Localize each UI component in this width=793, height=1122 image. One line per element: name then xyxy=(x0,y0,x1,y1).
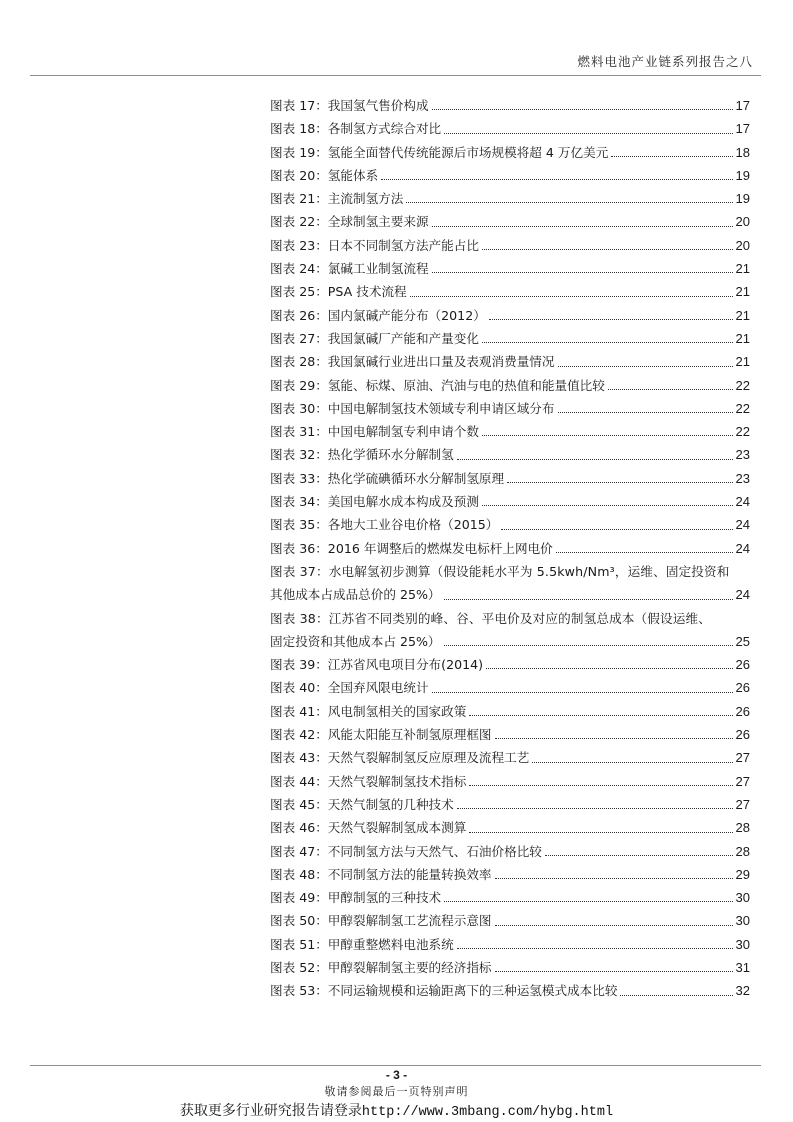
promo-line xyxy=(0,1100,793,1120)
dot-leader xyxy=(444,598,733,600)
toc-entry-label: 图表 26：国内氯碱产能分布（2012） xyxy=(270,307,486,323)
toc-entry[interactable] xyxy=(270,513,750,536)
dot-leader xyxy=(556,551,733,553)
toc-entry[interactable] xyxy=(270,187,750,210)
footer-divider xyxy=(30,1065,761,1066)
dot-leader xyxy=(611,155,732,157)
dot-leader xyxy=(495,737,733,739)
toc-entry-label: 图表 22：全球制氢主要来源 xyxy=(270,214,429,230)
toc-entry[interactable] xyxy=(270,210,750,233)
dot-leader xyxy=(495,877,733,879)
dot-leader xyxy=(507,481,732,483)
dot-leader xyxy=(432,108,733,110)
toc-entry-label: 图表 41：风电制氢相关的国家政策 xyxy=(270,703,467,719)
toc-entry[interactable] xyxy=(270,117,750,140)
toc-entry-label: 图表 40：全国弃风限电统计 xyxy=(270,680,429,696)
toc-entry-label: 图表 28：我国氯碱行业进出口量及表观消费量情况 xyxy=(270,354,555,370)
toc-entry-label: 图表 17：我国氢气售价构成 xyxy=(270,98,429,113)
toc-entry-page: 17 xyxy=(735,121,750,137)
toc-entry-label: 图表 34：美国电解水成本构成及预测 xyxy=(270,494,479,510)
dot-leader xyxy=(469,784,732,786)
dot-leader xyxy=(457,807,733,809)
toc-entry[interactable] xyxy=(270,746,750,769)
toc-entry-label: 图表 23：日本不同制氢方法产能占比 xyxy=(270,237,479,253)
toc-entry[interactable] xyxy=(270,304,750,327)
toc-entry-page: 28 xyxy=(735,843,750,859)
dot-leader xyxy=(444,644,733,646)
dot-leader xyxy=(410,295,733,297)
toc-entry-label: 图表 39：江苏省风电项目分布(2014) xyxy=(270,657,484,673)
toc-entry[interactable] xyxy=(270,979,750,1002)
page-number: - 3 - xyxy=(385,1068,408,1082)
toc-entry-label: 图表 46：天然气裂解制氢成本测算 xyxy=(270,820,467,836)
toc-entry-page: 30 xyxy=(735,890,750,906)
dot-leader xyxy=(495,924,733,926)
toc-entry[interactable] xyxy=(270,350,750,373)
toc-entry-page: 26 xyxy=(735,657,750,673)
toc-entry-page: 26 xyxy=(735,703,750,719)
dot-leader xyxy=(545,854,733,856)
toc-entry[interactable] xyxy=(270,94,750,117)
toc-entry-page: 19 xyxy=(735,191,750,207)
toc-entry-label: 图表 42：风能太阳能互补制氢原理框图 xyxy=(270,727,492,743)
toc-entry-label: 图表 36：2016 年调整后的燃煤发电标杆上网电价 xyxy=(270,540,553,556)
dot-leader xyxy=(495,970,733,972)
toc-entry[interactable] xyxy=(270,280,750,303)
toc-entry-label: 图表 20：氢能体系 xyxy=(270,167,379,183)
toc-entry[interactable] xyxy=(270,560,750,607)
toc-entry[interactable] xyxy=(270,676,750,699)
toc-entry-page: 21 xyxy=(735,307,750,323)
toc-entry-page: 21 xyxy=(735,284,750,300)
toc-entry[interactable] xyxy=(270,397,750,420)
toc-entry-label: 图表 19：氢能全面替代传统能源后市场规模将超 4 万亿美元 xyxy=(270,144,609,160)
dot-leader xyxy=(608,388,733,390)
toc-entry[interactable] xyxy=(270,164,750,187)
dot-leader xyxy=(432,271,733,273)
toc-entry-label: 图表 33：热化学硫碘循环水分解制氢原理 xyxy=(270,470,505,486)
dot-leader xyxy=(457,458,733,460)
toc-entry-page: 28 xyxy=(735,820,750,836)
toc-entry-label: 图表 18：各制氢方式综合对比 xyxy=(270,121,442,137)
dot-leader xyxy=(532,761,732,763)
toc-entry-label: 图表 24：氯碱工业制氢流程 xyxy=(270,261,429,277)
toc-entry-page: 26 xyxy=(735,727,750,743)
toc-entry-page: 22 xyxy=(735,377,750,393)
toc-entry-page: 31 xyxy=(735,959,750,975)
dot-leader xyxy=(444,132,732,134)
toc-entry-label: 图表 49：甲醇制氢的三种技术 xyxy=(270,890,442,906)
toc-entry-page: 23 xyxy=(735,447,750,463)
toc-entry-label: 图表 31：中国电解制氢专利申请个数 xyxy=(270,424,479,440)
toc-entry-page: 24 xyxy=(735,517,750,533)
toc-entry-label: 图表 27：我国氯碱厂产能和产量变化 xyxy=(270,330,479,346)
toc-entry-label: 图表 44：天然气裂解制氢技术指标 xyxy=(270,773,467,789)
dot-leader xyxy=(558,365,733,367)
dot-leader xyxy=(432,691,733,693)
toc-entry-page: 27 xyxy=(735,773,750,789)
toc-entry-page: 29 xyxy=(735,866,750,882)
toc-entry-label: 图表 25：PSA 技术流程 xyxy=(270,284,407,300)
toc-entry-page: 27 xyxy=(735,750,750,766)
report-series-title: 燃料电池产业链系列报告之八 xyxy=(577,54,753,69)
toc-entry-label: 图表 38：江苏省不同类别的峰、谷、平电价及对应的制氢总成本（假设运维、 xyxy=(270,610,712,626)
toc-entry-page: 20 xyxy=(735,214,750,230)
dot-leader xyxy=(482,504,733,506)
promo-link[interactable]: http://www.3mbang.com/hybg.html xyxy=(361,1105,614,1120)
toc-entry-page: 25 xyxy=(735,633,750,649)
toc-entry[interactable] xyxy=(270,700,750,723)
promo-text: 获取更多行业研究报告请登录 xyxy=(179,1103,362,1119)
toc-entry[interactable] xyxy=(270,723,750,746)
toc-entry[interactable] xyxy=(270,933,750,956)
dot-leader xyxy=(486,667,733,669)
toc-entry[interactable] xyxy=(270,956,750,979)
dot-leader xyxy=(469,714,732,716)
dot-leader xyxy=(482,341,733,343)
toc-entry-page: 21 xyxy=(735,330,750,346)
toc-entry[interactable] xyxy=(270,793,750,816)
dot-leader xyxy=(457,947,733,949)
toc-entry-page: 24 xyxy=(735,494,750,510)
toc-entry-page: 21 xyxy=(735,354,750,370)
dot-leader xyxy=(381,178,732,180)
disclaimer-note: 敬请参阅最后一页特别声明 xyxy=(324,1085,469,1098)
toc-entry-page: 23 xyxy=(735,470,750,486)
dot-leader xyxy=(482,248,733,250)
dot-leader xyxy=(620,994,732,996)
toc-entry-label: 图表 52：甲醇裂解制氢主要的经济指标 xyxy=(270,959,492,975)
toc-entry[interactable] xyxy=(270,863,750,886)
toc-entry[interactable] xyxy=(270,909,750,932)
toc-entry[interactable] xyxy=(270,886,750,909)
header-divider xyxy=(30,75,761,76)
toc-entry-page: 32 xyxy=(735,983,750,999)
toc-entry-page: 22 xyxy=(735,424,750,440)
toc-entry-page: 19 xyxy=(735,167,750,183)
dot-leader xyxy=(489,318,733,320)
toc-entry[interactable] xyxy=(270,257,750,280)
figure-list xyxy=(270,94,750,1003)
toc-entry-page: 21 xyxy=(735,261,750,277)
toc-entry-label: 图表 47：不同制氢方法与天然气、石油价格比较 xyxy=(270,843,542,859)
toc-entry-page: 24 xyxy=(735,587,750,603)
dot-leader xyxy=(482,434,733,436)
toc-entry-label: 图表 32：热化学循环水分解制氢 xyxy=(270,447,454,463)
toc-entry[interactable] xyxy=(270,653,750,676)
toc-entry-page: 18 xyxy=(735,144,750,160)
toc-entry-page: 30 xyxy=(735,936,750,952)
toc-entry-page: 22 xyxy=(735,400,750,416)
toc-entry[interactable] xyxy=(270,537,750,560)
toc-entry[interactable] xyxy=(270,770,750,793)
toc-entry-label: 图表 43：天然气裂解制氢反应原理及流程工艺 xyxy=(270,750,530,766)
toc-entry-label: 图表 21：主流制氢方法 xyxy=(270,191,404,207)
toc-entry-label: 图表 50：甲醇裂解制氢工艺流程示意图 xyxy=(270,913,492,929)
dot-leader xyxy=(444,900,732,902)
toc-entry[interactable] xyxy=(270,141,750,164)
dot-leader xyxy=(558,411,733,413)
toc-entry-label: 图表 45：天然气制氢的几种技术 xyxy=(270,796,454,812)
toc-entry-label: 图表 35：各地大工业谷电价格（2015） xyxy=(270,517,499,533)
toc-entry[interactable] xyxy=(270,443,750,466)
toc-entry-page: 17 xyxy=(735,98,750,113)
toc-entry[interactable] xyxy=(270,840,750,863)
toc-entry-page: 24 xyxy=(735,540,750,556)
toc-entry[interactable] xyxy=(270,816,750,839)
toc-entry[interactable] xyxy=(270,327,750,350)
toc-entry[interactable] xyxy=(270,234,750,257)
toc-entry-label: 图表 48：不同制氢方法的能量转换效率 xyxy=(270,866,492,882)
toc-entry-page: 27 xyxy=(735,796,750,812)
toc-entry-label: 图表 53：不同运输规模和运输距离下的三种运氢模式成本比较 xyxy=(270,983,618,999)
toc-entry-label: 图表 51：甲醇重整燃料电池系统 xyxy=(270,936,454,952)
toc-entry-continuation: 其他成本占成品总价的 25%） xyxy=(270,587,441,603)
toc-entry-page: 30 xyxy=(735,913,750,929)
toc-entry-label: 图表 30：中国电解制氢技术领域专利申请区域分布 xyxy=(270,400,555,416)
toc-entry[interactable] xyxy=(270,490,750,513)
toc-entry[interactable] xyxy=(270,374,750,397)
dot-leader xyxy=(432,225,733,227)
toc-entry-label: 图表 37：水电解氢初步测算（假设能耗水平为 5.5kwh/Nm³，运维、固定投资和 xyxy=(270,563,730,579)
toc-entry[interactable] xyxy=(270,607,750,654)
toc-entry-page: 26 xyxy=(735,680,750,696)
toc-entry[interactable] xyxy=(270,467,750,490)
toc-entry-label: 图表 29：氢能、标煤、原油、汽油与电的热值和能量值比较 xyxy=(270,377,605,393)
dot-leader xyxy=(406,201,732,203)
dot-leader xyxy=(469,831,732,833)
dot-leader xyxy=(501,528,732,530)
toc-entry-page: 20 xyxy=(735,237,750,253)
toc-entry[interactable] xyxy=(270,420,750,443)
toc-entry-continuation: 固定投资和其他成本占 25%） xyxy=(270,633,441,649)
